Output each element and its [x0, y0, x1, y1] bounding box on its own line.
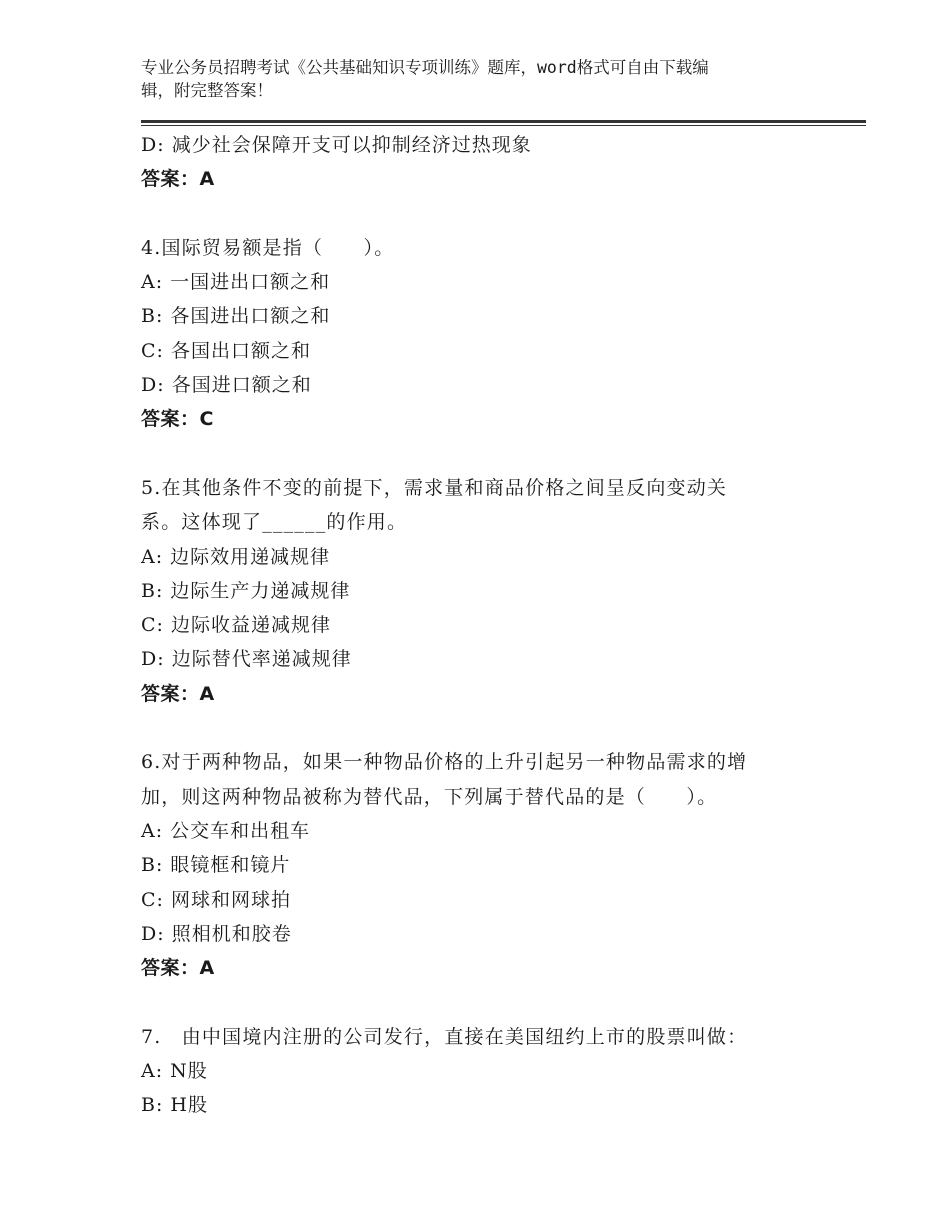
- option-text: N股: [170, 1060, 208, 1083]
- spacer: [141, 197, 841, 231]
- header-divider-thick: [141, 120, 866, 123]
- option-label: A:: [141, 271, 164, 294]
- option-row: [141, 848, 841, 882]
- option-label: C:: [141, 339, 164, 362]
- option-label: B:: [141, 579, 164, 602]
- spacer: [141, 711, 841, 745]
- answer-line: 答案：C: [141, 408, 214, 431]
- option-label: A:: [141, 1060, 164, 1083]
- option-label: C:: [141, 614, 164, 637]
- option-text: 眼镜框和镜片: [170, 854, 291, 877]
- option-label: B:: [141, 1094, 164, 1117]
- option-row: [141, 368, 841, 402]
- question-stem-continued: 加，则这两种物品被称为替代品，下列属于替代品的是（ ）。: [141, 785, 718, 808]
- option-text: 边际生产力递减规律: [170, 579, 351, 602]
- answer-line: 答案：A: [141, 168, 215, 191]
- option-row: [141, 128, 841, 162]
- option-label: C:: [141, 888, 164, 911]
- spacer: [141, 437, 841, 471]
- option-text: 一国进出口额之和: [170, 271, 331, 294]
- option-row: [141, 334, 841, 368]
- option-text: 边际效用递减规律: [170, 545, 331, 568]
- option-row: [141, 265, 841, 299]
- question-stem: 4.国际贸易额是指（ ）。: [141, 236, 395, 259]
- question-block-7: [141, 1020, 841, 1123]
- option-text: 网球和网球拍: [171, 888, 292, 911]
- option-row: [141, 1088, 841, 1122]
- option-row: [141, 608, 841, 642]
- option-row: [141, 642, 841, 676]
- option-row: [141, 574, 841, 608]
- option-label: D:: [141, 374, 165, 397]
- option-label: D:: [141, 922, 165, 945]
- question-stem: 6.对于两种物品，如果一种物品价格的上升引起另一种物品需求的增: [141, 751, 748, 774]
- option-row: [141, 883, 841, 917]
- option-label: D:: [141, 134, 165, 156]
- option-label: B:: [141, 854, 164, 877]
- header-line-1: 专业公务员招聘考试《公共基础知识专项训练》题库，word格式可自由下载编: [141, 58, 709, 77]
- question-stem-continued: 系。这体现了______的作用。: [141, 511, 408, 534]
- option-row: [141, 814, 841, 848]
- option-text: 公交车和出租车: [170, 819, 311, 842]
- option-label: A:: [141, 819, 164, 842]
- option-label: B:: [141, 305, 164, 328]
- option-text: 各国进出口额之和: [170, 305, 331, 328]
- option-text: 减少社会保障开支可以抑制经济过热现象: [171, 134, 532, 156]
- option-text: 各国出口额之和: [171, 339, 312, 362]
- question-stem: 7. 由中国境内注册的公司发行，直接在美国纽约上市的股票叫做：: [141, 1025, 748, 1048]
- option-row: [141, 299, 841, 333]
- option-text: 边际收益递减规律: [171, 614, 332, 637]
- option-text: 各国进口额之和: [171, 374, 312, 397]
- option-label: A:: [141, 545, 164, 568]
- answer-line: 答案：A: [141, 682, 215, 705]
- option-row: [141, 540, 841, 574]
- spacer: [141, 985, 841, 1019]
- option-label: D:: [141, 648, 165, 671]
- question-list: [141, 128, 841, 1123]
- option-row: [141, 917, 841, 951]
- question-block-4: [141, 231, 841, 437]
- option-text: H股: [170, 1094, 208, 1117]
- question-stem: 5.在其他条件不变的前提下，需求量和商品价格之间呈反向变动关: [141, 476, 728, 499]
- question-block-6: [141, 745, 841, 985]
- option-text: 边际替代率递减规律: [171, 648, 352, 671]
- option-row: [141, 1054, 841, 1088]
- option-text: 照相机和胶卷: [171, 922, 292, 945]
- question-block-3: [141, 128, 841, 197]
- header-divider-thin: [141, 125, 866, 126]
- page-header: [141, 56, 801, 102]
- question-block-5: [141, 471, 841, 711]
- header-line-2: 辑，附完整答案！: [141, 81, 273, 100]
- answer-line: 答案：A: [141, 957, 215, 980]
